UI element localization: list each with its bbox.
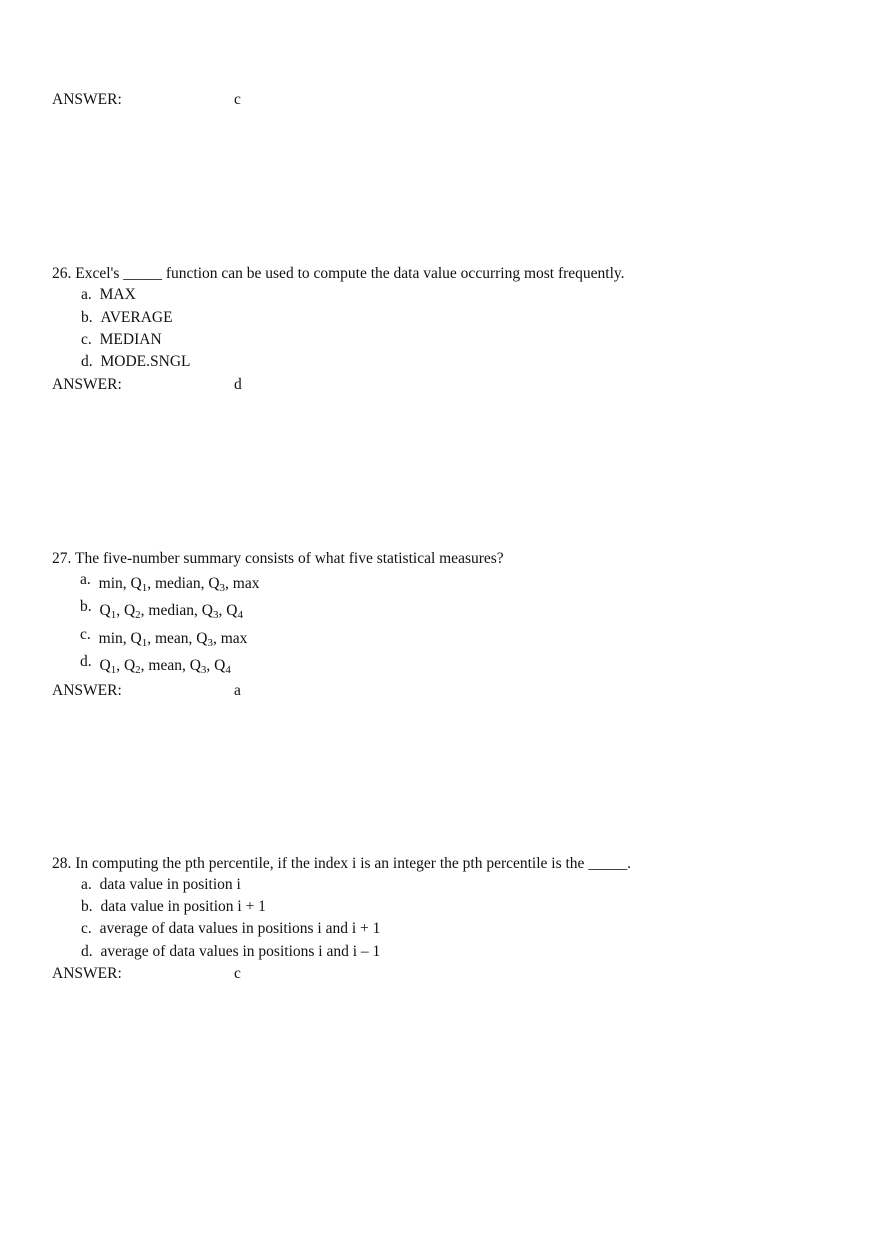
option-letter: d. [81, 943, 93, 960]
option-letter: b. [81, 898, 93, 915]
option-q27-b [80, 598, 243, 621]
option-text: min, $Q_1$, mean, $Q_3$, max [98, 630, 248, 649]
question-text-q27: 27. The five-number summary consists of what five statistical measures? [52, 550, 504, 567]
option-q28-c [81, 919, 380, 939]
option-letter: b. [81, 309, 93, 326]
answer-value-q25: c [234, 91, 241, 108]
answer-label: ANSWER: [52, 91, 122, 108]
answer-value-q27: a [234, 682, 241, 699]
option-text: MAX [99, 286, 136, 303]
option-letter: a. [81, 876, 92, 893]
option-text: average of data values in positions i and i + 1 [99, 920, 381, 937]
answer-label: ANSWER: [52, 682, 122, 699]
option-q28-b [81, 897, 266, 917]
option-letter: d. [81, 353, 93, 370]
answer-value-q26: d [234, 376, 242, 393]
option-text: min, $Q_1$, median, $Q_3$, max [98, 575, 260, 594]
option-text: $Q_1$, $Q_2$, median, $Q_3$, $Q_4$ [99, 602, 243, 621]
option-letter: c. [81, 920, 92, 937]
answer-label: ANSWER: [52, 376, 122, 393]
option-text: MODE.SNGL [100, 353, 191, 370]
option-text: AVERAGE [100, 309, 173, 326]
option-q27-c [80, 626, 248, 649]
option-q28-a [81, 875, 241, 895]
option-q26-b [81, 308, 173, 328]
question-text-q28: 28. In computing the pth percentile, if the index i is an integer the pth percentile is the _____. [52, 855, 631, 872]
answer-value-q28: c [234, 965, 241, 982]
option-letter: a. [81, 286, 92, 303]
option-text: $Q_1$, $Q_2$, mean, $Q_3$, $Q_4$ [99, 657, 231, 676]
option-q27-d [80, 653, 231, 676]
option-letter: b. [80, 598, 92, 615]
option-q28-d [81, 942, 380, 962]
option-text: average of data values in positions i and i – 1 [100, 943, 381, 960]
option-q26-a [81, 285, 136, 305]
option-text: data value in position i [99, 876, 241, 893]
option-q27-a [80, 571, 260, 594]
option-letter: c. [80, 626, 91, 643]
option-letter: c. [81, 331, 92, 348]
question-text-q26: 26. Excel's _____ function can be used to compute the data value occurring most frequently. [52, 265, 625, 282]
option-q26-c [81, 330, 162, 350]
option-q26-d [81, 352, 191, 372]
option-letter: a. [80, 571, 91, 588]
option-text: data value in position i + 1 [100, 898, 266, 915]
option-text: MEDIAN [99, 331, 162, 348]
option-letter: d. [80, 653, 92, 670]
answer-label: ANSWER: [52, 965, 122, 982]
